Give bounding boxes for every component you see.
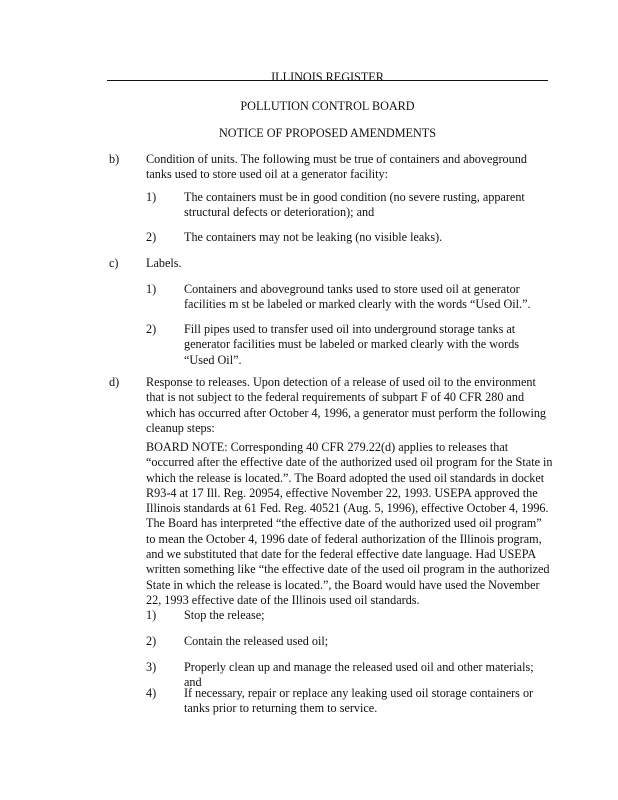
section-b-label: b): [109, 152, 120, 166]
register-title: ILLINOIS REGISTER: [271, 70, 384, 84]
section-d-item-2-num: 2): [146, 634, 157, 648]
section-b-item-1-num: 1): [146, 190, 157, 204]
section-d-item-2-text: Contain the released used oil;: [184, 634, 329, 648]
notice-title: NOTICE OF PROPOSED AMENDMENTS: [218, 126, 437, 140]
section-d-item-1-num: 1): [146, 608, 157, 622]
section-b-item-2-num: 2): [146, 230, 157, 244]
section-d-item-3-text: Properly clean up and manage the released used oil and other materials; and: [184, 660, 534, 690]
board-title: POLLUTION CONTROL BOARD: [240, 99, 415, 113]
section-b-item-1-text: The containers must be in good condition (no severe rusting, apparent structural defects or deterioration); and: [184, 190, 525, 220]
section-c-item-1-num: 1): [146, 282, 157, 296]
section-c-item-2-num: 2): [146, 322, 157, 336]
board-note: BOARD NOTE: Corresponding 40 CFR 279.22(d) applies to releases that “occurred after the effective date of the authorized used oil program for the State in which the release is located.”. The Board adopted the used oil standards in docket R93-4 at 17 Ill. Reg. 20954, effective November 22, 1993. USEPA approved the Illinois standards at 61 Fed. Reg. 40521 (Aug. 5, 1996), effective October 4, 1996. The Board has interpreted “the effective date of the authorized used oil program” to mean the October 4, 1996 date of federal authorization of the Illinois program, and we substituted that date for the federal effective date language. Had USEPA written something like “the effective date of the used oil program in the authorized State in which the release is located.”, the Board would have used the November 22, 1993 effective date of the Illinois used oil standards.: [146, 440, 553, 607]
section-c-text: Labels.: [146, 256, 182, 270]
section-d-text: Response to releases. Upon detection of a release of used oil to the environment that is not subject to the federal requirements of subpart F of 40 CFR 280 and which has occurred after October 4, 1996, a generator must perform the following cleanup steps:: [146, 375, 547, 435]
section-d-item-4-text: If necessary, repair or replace any leaking used oil storage containers or tanks prior to returning them to service.: [184, 686, 534, 716]
section-c-item-1-text: Containers and aboveground tanks used to store used oil at generator facilities m st be labeled or marked clearly with the words “Used Oil.”.: [184, 282, 531, 312]
section-d-item-1-text: Stop the release;: [184, 608, 265, 622]
section-c-item-2-text: Fill pipes used to transfer used oil into underground storage tanks at generator facilities must be labeled or marked clearly with the words “Used Oil”.: [184, 322, 520, 367]
section-d-item-3-num: 3): [146, 660, 157, 674]
section-c-label: c): [109, 256, 119, 270]
section-d-label: d): [109, 375, 120, 389]
section-b-text: Condition of units. The following must be true of containers and aboveground tanks used to store used oil at a generator facility:: [146, 152, 527, 182]
section-b-item-2-text: The containers may not be leaking (no visible leaks).: [184, 230, 443, 244]
section-d-item-4-num: 4): [146, 686, 157, 700]
